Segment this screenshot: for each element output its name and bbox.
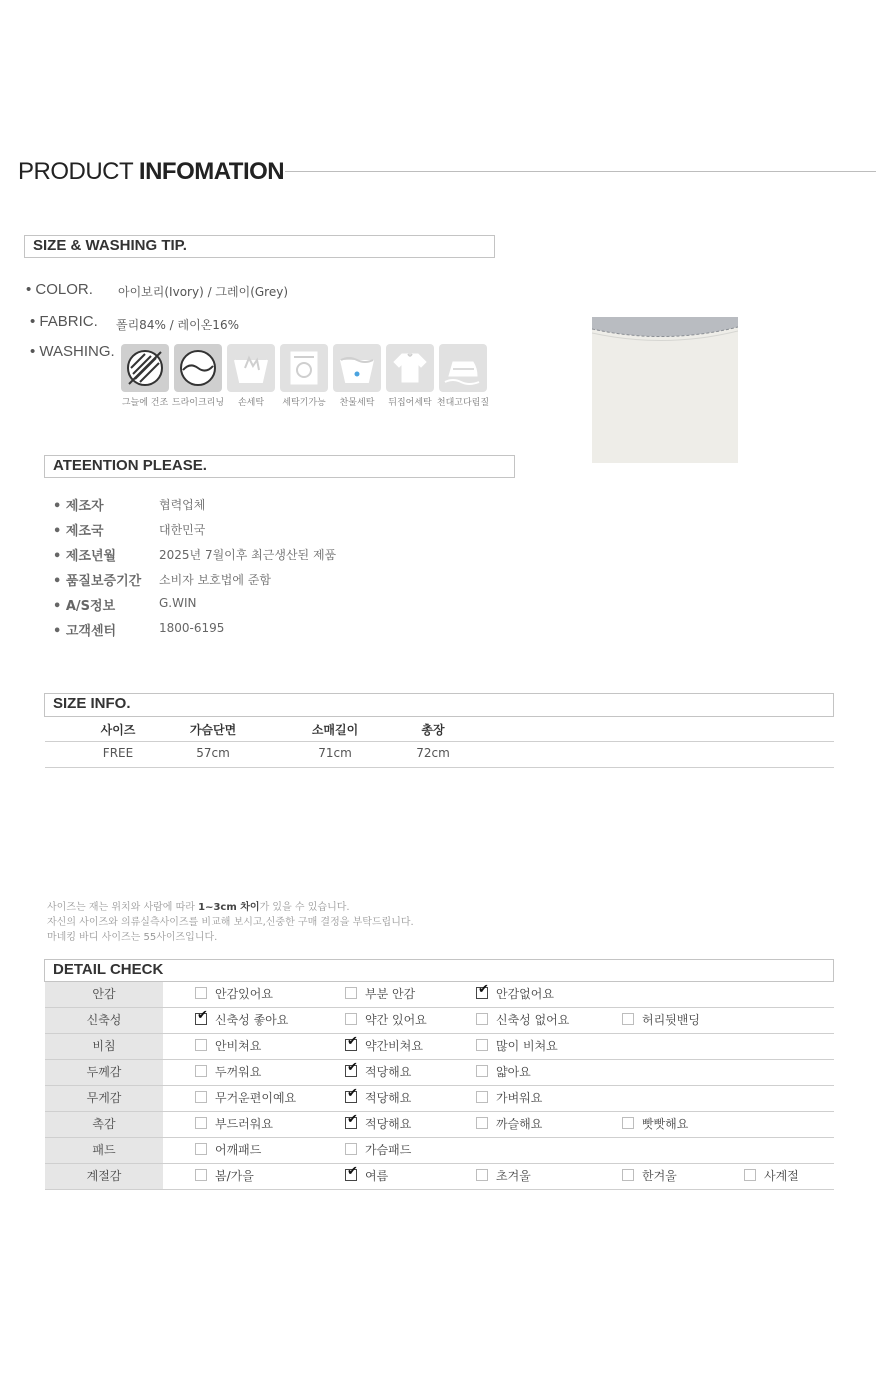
detail-row: [45, 1112, 834, 1138]
detail-option-label: 한겨울: [642, 1169, 677, 1183]
detail-option-label: 초겨울: [496, 1169, 531, 1183]
detail-option[interactable]: [345, 1112, 411, 1137]
washing-label-6: 뒤집어세탁: [388, 398, 432, 408]
size-header-cell: 총장: [421, 723, 445, 737]
detail-option[interactable]: [195, 1008, 288, 1033]
size-header-cell: 사이즈: [100, 723, 136, 737]
checkbox-checked[interactable]: [195, 1008, 208, 1025]
size-note-1: [47, 898, 350, 913]
detail-option[interactable]: [476, 1008, 569, 1033]
size-washing-section-title: SIZE & WASHING TIP.: [24, 235, 495, 258]
washing-label-7: 천대고다림질: [436, 398, 490, 408]
checkbox-unchecked[interactable]: [476, 1065, 488, 1077]
detail-option-label: 부드러워요: [215, 1117, 273, 1131]
detail-option-label: 가벼워요: [496, 1091, 543, 1105]
checkbox-unchecked[interactable]: [345, 1143, 357, 1155]
checkbox-checked[interactable]: [345, 1164, 358, 1181]
note-emphasis: 1~3cm 차이: [198, 902, 260, 913]
detail-option-label: 안비쳐요: [215, 1039, 262, 1053]
size-cell: 71cm: [318, 746, 352, 760]
washing-label-5: 찬물세탁: [339, 398, 375, 408]
size-note-3: 마네킹 바디 사이즈는 55사이즈입니다.: [47, 932, 218, 943]
washing-label-2: 드라이크리닝: [171, 398, 225, 408]
checkbox-unchecked[interactable]: [476, 1039, 488, 1051]
detail-option[interactable]: [345, 1164, 388, 1189]
detail-option-label: 약간 있어요: [365, 1013, 427, 1027]
detail-row-label: 계절감: [45, 1164, 163, 1189]
detail-option[interactable]: [476, 1164, 531, 1189]
info-key: • 고객센터: [53, 624, 117, 639]
detail-option[interactable]: [195, 1034, 261, 1059]
checkbox-unchecked[interactable]: [476, 1013, 488, 1025]
shade-dry-icon: [121, 344, 169, 392]
detail-option[interactable]: [476, 1112, 542, 1137]
detail-option[interactable]: [345, 1138, 411, 1163]
detail-row-label: 패드: [45, 1138, 163, 1163]
checkmark-icon: ✔: [478, 982, 489, 997]
detail-option-label: 무거운편이예요: [215, 1091, 297, 1105]
fabric-swatch-image: [592, 317, 738, 463]
detail-option[interactable]: [195, 1086, 296, 1111]
checkbox-unchecked[interactable]: [744, 1169, 756, 1181]
checkbox-unchecked[interactable]: [195, 1169, 207, 1181]
washing-label-3: 손세탁: [237, 398, 265, 408]
checkbox-unchecked[interactable]: [345, 987, 357, 999]
header-divider: [285, 171, 876, 172]
detail-option[interactable]: [195, 1138, 261, 1163]
checkmark-icon: ✔: [347, 1086, 358, 1101]
detail-row: [45, 1164, 834, 1190]
detail-option[interactable]: [195, 1112, 273, 1137]
detail-option-label: 두꺼워요: [215, 1065, 262, 1079]
inside-out-wash-icon: [386, 344, 434, 392]
dry-clean-icon: [174, 344, 222, 392]
checkbox-unchecked[interactable]: [345, 1013, 357, 1025]
checkbox-unchecked[interactable]: [195, 1039, 207, 1051]
detail-option[interactable]: [345, 1034, 423, 1059]
detail-option-label: 안감없어요: [496, 987, 554, 1001]
detail-option-label: 신축성 없어요: [496, 1013, 570, 1027]
checkbox-unchecked[interactable]: [622, 1169, 634, 1181]
info-value: 2025년 7월이후 최근생산된 제품: [159, 548, 337, 562]
checkbox-checked[interactable]: [345, 1112, 358, 1129]
checkbox-unchecked[interactable]: [195, 1091, 207, 1103]
detail-row: [45, 1008, 834, 1034]
iron-with-cloth-icon: [439, 344, 487, 392]
detail-row-label: 촉감: [45, 1112, 163, 1137]
detail-row-label: 비침: [45, 1034, 163, 1059]
size-cell: 72cm: [416, 746, 450, 760]
size-info-section-title: SIZE INFO.: [44, 693, 834, 717]
detail-option[interactable]: [476, 1086, 542, 1111]
checkbox-unchecked[interactable]: [622, 1013, 634, 1025]
note-text: 사이즈는 재는 위치와 사람에 따라: [47, 902, 199, 913]
checkbox-checked[interactable]: [345, 1060, 358, 1077]
detail-option-label: 얇아요: [496, 1065, 531, 1079]
color-value: 아이보리(Ivory) / 그레이(Grey): [118, 285, 289, 299]
detail-option[interactable]: [476, 1060, 531, 1085]
info-value: G.WIN: [159, 596, 197, 610]
hand-wash-icon: [227, 344, 275, 392]
detail-option-label: 허리뒷밴딩: [642, 1013, 700, 1027]
size-header-cell: 가슴단면: [189, 723, 237, 737]
detail-option[interactable]: [195, 1060, 261, 1085]
checkbox-unchecked[interactable]: [195, 1143, 207, 1155]
detail-option[interactable]: [622, 1112, 688, 1137]
detail-option[interactable]: [195, 1164, 254, 1189]
machine-wash-icon: [280, 344, 328, 392]
washing-icons: [121, 344, 491, 414]
detail-option-label: 봄/가을: [215, 1169, 254, 1183]
detail-option[interactable]: [476, 982, 554, 1007]
detail-option-label: 안감있어요: [215, 987, 273, 1001]
checkbox-unchecked[interactable]: [195, 987, 207, 999]
size-header-cell: 소매길이: [311, 723, 359, 737]
size-table-row: [45, 741, 834, 768]
page-title-light: PRODUCT: [18, 158, 139, 185]
detail-option-label: 적당해요: [365, 1065, 412, 1079]
info-value: 소비자 보호법에 준함: [159, 573, 271, 587]
checkbox-unchecked[interactable]: [195, 1117, 207, 1129]
checkbox-checked[interactable]: [345, 1086, 358, 1103]
detail-option[interactable]: [476, 1034, 558, 1059]
detail-row-label: 신축성: [45, 1008, 163, 1033]
detail-option-label: 부분 안감: [365, 987, 416, 1001]
detail-row-label: 무게감: [45, 1086, 163, 1111]
washing-label: • WASHING.: [30, 343, 115, 360]
checkbox-unchecked[interactable]: [476, 1169, 488, 1181]
detail-option-label: 까슬해요: [496, 1117, 543, 1131]
checkbox-unchecked[interactable]: [476, 1091, 488, 1103]
washing-label-4: 세탁기가능: [282, 398, 326, 408]
detail-option[interactable]: [744, 1164, 799, 1189]
detail-option[interactable]: [345, 1086, 411, 1111]
attention-section-title: ATEENTION PLEASE.: [44, 455, 515, 478]
info-key: • 제조국: [53, 524, 104, 539]
detail-option-label: 많이 비쳐요: [496, 1039, 558, 1053]
detail-row: [45, 1060, 834, 1086]
detail-option[interactable]: [345, 1060, 411, 1085]
detail-option[interactable]: [622, 1164, 677, 1189]
info-value: 협력업체: [159, 498, 206, 512]
detail-row: [45, 1138, 834, 1164]
size-cell: FREE: [102, 746, 134, 760]
info-key: • 제조년월: [53, 549, 117, 564]
detail-option-label: 약간비쳐요: [365, 1039, 423, 1053]
checkbox-unchecked[interactable]: [476, 1117, 488, 1129]
checkmark-icon: ✔: [347, 1164, 358, 1179]
info-value: 대한민국: [159, 523, 206, 537]
info-key: • 품질보증기간: [53, 574, 142, 589]
detail-option[interactable]: [195, 982, 273, 1007]
detail-option[interactable]: [345, 1008, 427, 1033]
fabric-value: 폴리84% / 레이온16%: [116, 318, 239, 332]
detail-option-label: 빳빳해요: [642, 1117, 689, 1131]
detail-row: [45, 982, 834, 1008]
info-value: 1800-6195: [159, 621, 225, 635]
color-label: • COLOR.: [26, 281, 93, 298]
checkmark-icon: ✔: [197, 1008, 208, 1023]
detail-option-label: 가슴패드: [365, 1143, 412, 1157]
info-key: • A/S정보: [53, 599, 116, 614]
page-title: [18, 158, 284, 186]
note-text: 가 있을 수 있습니다.: [259, 902, 350, 913]
size-note-2: 자신의 사이즈와 의류실측사이즈를 비교해 보시고,신중한 구매 결정을 부탁드립니다.: [47, 917, 414, 928]
page-title-bold: INFOMATION: [138, 158, 285, 185]
cold-wash-icon: [333, 344, 381, 392]
detail-option-label: 어깨패드: [215, 1143, 262, 1157]
fabric-label: • FABRIC.: [30, 313, 98, 330]
checkmark-icon: ✔: [347, 1060, 358, 1075]
detail-check-section-title: DETAIL CHECK: [44, 959, 834, 982]
checkbox-unchecked[interactable]: [195, 1065, 207, 1077]
checkbox-checked[interactable]: [345, 1034, 358, 1051]
checkmark-icon: ✔: [347, 1034, 358, 1049]
checkbox-checked[interactable]: [476, 982, 489, 999]
detail-option-label: 적당해요: [365, 1091, 412, 1105]
info-key: • 제조자: [53, 499, 104, 514]
detail-row: [45, 1086, 834, 1112]
detail-option[interactable]: [622, 1008, 700, 1033]
detail-row: [45, 1034, 834, 1060]
checkbox-unchecked[interactable]: [622, 1117, 634, 1129]
washing-label-1: 그늘에 건조: [121, 398, 169, 408]
checkmark-icon: ✔: [347, 1112, 358, 1127]
detail-row-label: 안감: [45, 982, 163, 1007]
detail-option-label: 적당해요: [365, 1117, 412, 1131]
detail-option-label: 사계절: [764, 1169, 799, 1183]
detail-option-label: 여름: [365, 1169, 389, 1183]
detail-option[interactable]: [345, 982, 415, 1007]
detail-row-label: 두께감: [45, 1060, 163, 1085]
size-cell: 57cm: [196, 746, 230, 760]
size-table-header: [45, 717, 834, 742]
detail-option-label: 신축성 좋아요: [215, 1013, 289, 1027]
